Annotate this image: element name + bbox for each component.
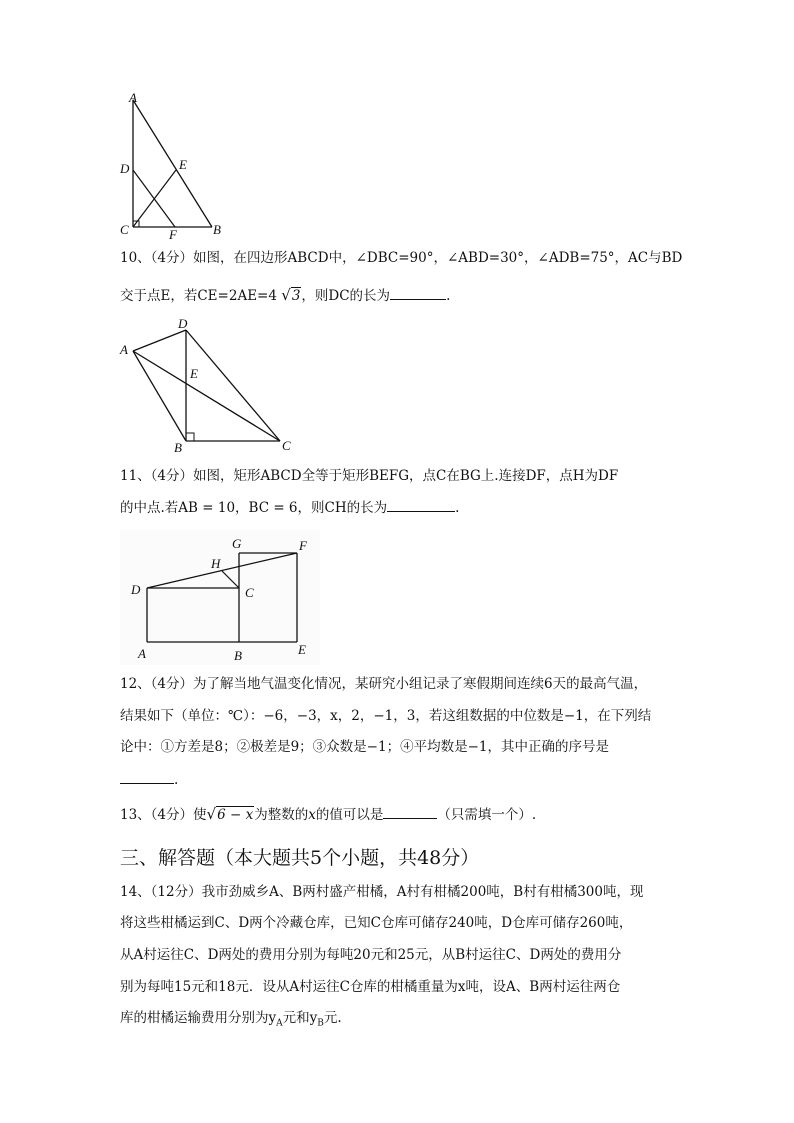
- q14-yb-unit: 元.: [323, 1010, 342, 1026]
- q14-line4: 别为每吨15元和18元．设从A村运往C仓库的柑橘重量为x吨，设A、B两村运往两仓: [120, 979, 621, 995]
- q14-yb: y: [309, 1010, 318, 1026]
- figure-rectangles: [120, 530, 320, 665]
- q11-line2: [120, 497, 459, 518]
- label-a: A: [129, 90, 137, 105]
- q14-ya-unit: 元和: [282, 1010, 310, 1026]
- q14-line5-text: 库的柑橘运输费用分别为: [120, 1010, 269, 1026]
- segment-ad: [133, 330, 186, 351]
- q11-answer-blank: [387, 497, 455, 512]
- q10-sqrt: √3: [281, 286, 301, 304]
- label-b: B: [234, 648, 242, 663]
- q12-line4: [120, 769, 178, 790]
- q12-end: .: [174, 772, 179, 788]
- q13-radicand: 6 − x: [217, 807, 254, 823]
- right-angle-mark: [186, 433, 194, 441]
- q13-line: [120, 804, 536, 825]
- label-f: F: [169, 227, 177, 242]
- q14-line1: 14、（12分）我市劲威乡A、B两村盛产柑橘，A村有柑橘200吨，B村有柑橘300吨，现: [120, 884, 644, 900]
- label-a: A: [120, 342, 128, 357]
- q10-line2-post: ，则DC的长为: [301, 288, 391, 304]
- label-c: C: [245, 585, 254, 600]
- label-a: A: [138, 646, 146, 661]
- label-b: B: [213, 222, 221, 237]
- q12-line1: 12、（4分）为了解当地气温变化情况，某研究小组记录了寒假期间连续6天的最高气温，: [120, 676, 648, 692]
- label-f: F: [299, 538, 307, 553]
- label-h: H: [211, 556, 221, 571]
- q13-answer-blank: [383, 804, 437, 819]
- scan-background: [120, 530, 320, 665]
- segment-dc: [186, 330, 280, 441]
- q11-line2-text: 的中点.若AB = 10，BC = 6，则CH的长为: [120, 500, 388, 516]
- segment-ac: [133, 351, 280, 441]
- label-c: C: [120, 222, 129, 237]
- q13-mid-b: 的值可以是: [315, 807, 384, 823]
- label-b: B: [174, 440, 182, 455]
- segment-ab: [133, 100, 212, 227]
- q11-end: .: [455, 500, 460, 516]
- q10-line2: [120, 285, 450, 306]
- q10-line1: 10、（4分）如图，在四边形ABCD中，∠DBC=90°，∠ABD=30°，∠ADB=75°，AC与BD: [120, 250, 683, 266]
- q14-line5: [120, 1008, 342, 1034]
- q13-var: x: [308, 807, 316, 823]
- q14-yb-sub: B: [317, 1018, 324, 1029]
- q13-post: （只需填一个）.: [437, 807, 537, 823]
- figure-triangle-def: [110, 90, 240, 240]
- q12-answer-blank: [120, 769, 174, 784]
- q12-line3: 论中：①方差是8；②极差是9；③众数是−1；④平均数是−1，其中正确的序号是: [120, 739, 609, 755]
- label-d: D: [178, 316, 188, 331]
- q10-answer-blank: [390, 285, 446, 300]
- q13-mid-a: 为整数的: [254, 807, 309, 823]
- q12-line2: 结果如下（单位：℃）：−6，−3，x，2，−1，3，若这组数据的中位数是−1，在下列结: [120, 708, 652, 724]
- q10-end: .: [446, 288, 451, 304]
- label-d: D: [131, 582, 141, 597]
- q14-line2: 将这些柑橘运到C、D两个冷藏仓库，已知C仓库可储存240吨，D仓库可储存260吨，: [120, 915, 633, 931]
- q10-radicand: 3: [291, 288, 301, 304]
- q13-pre: 13、（4分）使: [120, 807, 207, 823]
- label-e: E: [190, 366, 198, 381]
- section-heading: 三、解答题（本大题共5个小题，共48分）: [120, 847, 480, 869]
- figure-quadrilateral-abcd: [114, 318, 304, 458]
- q14-ya-sub: A: [276, 1018, 283, 1029]
- q10-line2-text: 交于点E，若CE=2AE=4: [120, 288, 277, 304]
- q13-sqrt: √6 − x: [206, 805, 254, 823]
- q11-line1: 11、（4分）如图，矩形ABCD全等于矩形BEFG，点C在BG上.连接DF，点H为DF: [120, 468, 619, 484]
- label-c: C: [282, 438, 291, 453]
- q14-ya: y: [268, 1010, 277, 1026]
- q14-line3: 从A村运往C、D两处的费用分别为每吨20元和25元，从B村运往C、D两处的费用分: [120, 947, 622, 963]
- label-e: E: [298, 642, 306, 657]
- label-d: D: [120, 161, 130, 176]
- segment-ab: [133, 351, 186, 441]
- label-e: E: [179, 157, 187, 172]
- label-g: G: [232, 536, 242, 551]
